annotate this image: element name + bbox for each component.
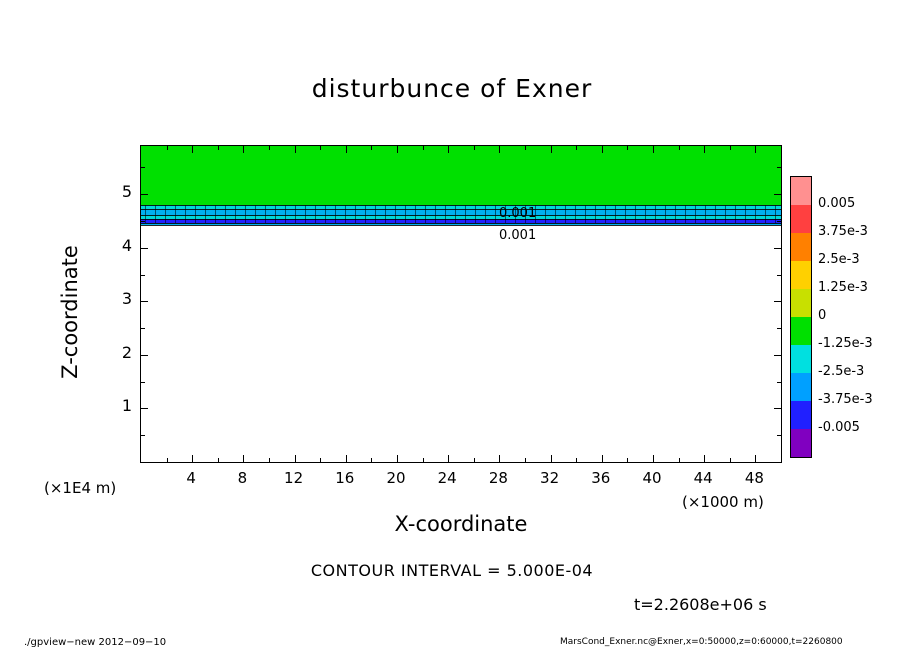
colorbar-tick-label: -0.005 [818,420,860,435]
axis-tick [141,355,148,356]
axis-tick-minor [141,328,145,329]
y-tick-label: 5 [121,182,132,202]
axis-tick-minor [141,275,145,276]
axis-tick [141,408,148,409]
colorbar-tick-label: -1.25e-3 [818,336,873,351]
x-tick-label: 20 [386,469,406,487]
axis-tick-minor [777,328,781,329]
axis-tick [141,194,148,195]
x-axis-title: X-coordinate [394,512,528,536]
colorbar-cell [791,345,811,373]
colorbar-cell [791,401,811,429]
colorbar-tick-label: 3.75e-3 [818,224,868,239]
footer-left-text: ./gpview−new 2012−09−10 [24,637,167,648]
x-tick-label: 12 [284,469,304,487]
axis-tick-minor [141,221,145,222]
x-tick-label: 36 [591,469,611,487]
colorbar-tick-label: -3.75e-3 [818,392,873,407]
colorbar-tick-label: -2.5e-3 [818,364,865,379]
axis-tick-minor [141,435,145,436]
colorbar-tick-label: 0 [818,308,827,323]
x-tick-label: 24 [437,469,457,487]
chart-title: disturbunce of Exner [311,74,593,103]
y-axis-ticks [141,146,781,462]
axis-tick-minor [141,382,145,383]
colorbar-cell [791,233,811,261]
axis-tick-minor [777,221,781,222]
axis-tick [774,301,781,302]
x-tick-label: 8 [237,469,248,487]
colorbar-cell [791,429,811,457]
axis-tick [774,408,781,409]
x-tick-label: 16 [335,469,355,487]
colorbar-cell [791,261,811,289]
colorbar-cell [791,177,811,205]
footer-right-text: MarsCond_Exner.nc@Exner,x=0:50000,z=0:60000,t=2260800 [560,637,843,647]
axis-tick-minor [141,167,145,168]
colorbar-tick-label: 1.25e-3 [818,280,868,295]
axis-tick [774,355,781,356]
x-tick-label: 48 [744,469,764,487]
axis-tick [774,248,781,249]
axis-tick-minor [777,275,781,276]
colorbar-cell [791,205,811,233]
x-tick-label: 28 [488,469,508,487]
y-tick-label: 3 [121,289,132,309]
x-axis-unit-label: (×1000 m) [682,493,764,511]
colorbar-cell [791,317,811,345]
y-axis-title: Z-coordinate [58,245,82,379]
colorbar-cell [791,373,811,401]
x-tick-label: 4 [186,469,196,487]
axis-tick [774,194,781,195]
axis-tick [141,248,148,249]
contour-value-label: 0.001 [499,228,537,243]
colorbar-cell [791,289,811,317]
time-caption: t=2.2608e+06 s [634,595,767,614]
contour-interval-caption: CONTOUR INTERVAL = 5.000E-04 [310,561,594,580]
y-tick-label: 4 [121,235,132,255]
axis-tick-minor [777,382,781,383]
y-axis-unit-label: (×1E4 m) [44,479,117,497]
axis-tick-minor [777,167,781,168]
axis-tick-minor [777,435,781,436]
colorbar [790,176,812,458]
x-tick-label: 44 [693,469,713,487]
axis-tick [141,301,148,302]
y-tick-label: 2 [121,342,132,362]
contour-value-label: 0.001 [499,206,537,221]
x-tick-label: 32 [540,469,560,487]
plot-area [140,145,782,463]
y-tick-label: 1 [121,396,132,416]
colorbar-tick-label: 0.005 [818,196,856,211]
colorbar-tick-label: 2.5e-3 [818,252,860,267]
x-tick-label: 40 [642,469,662,487]
